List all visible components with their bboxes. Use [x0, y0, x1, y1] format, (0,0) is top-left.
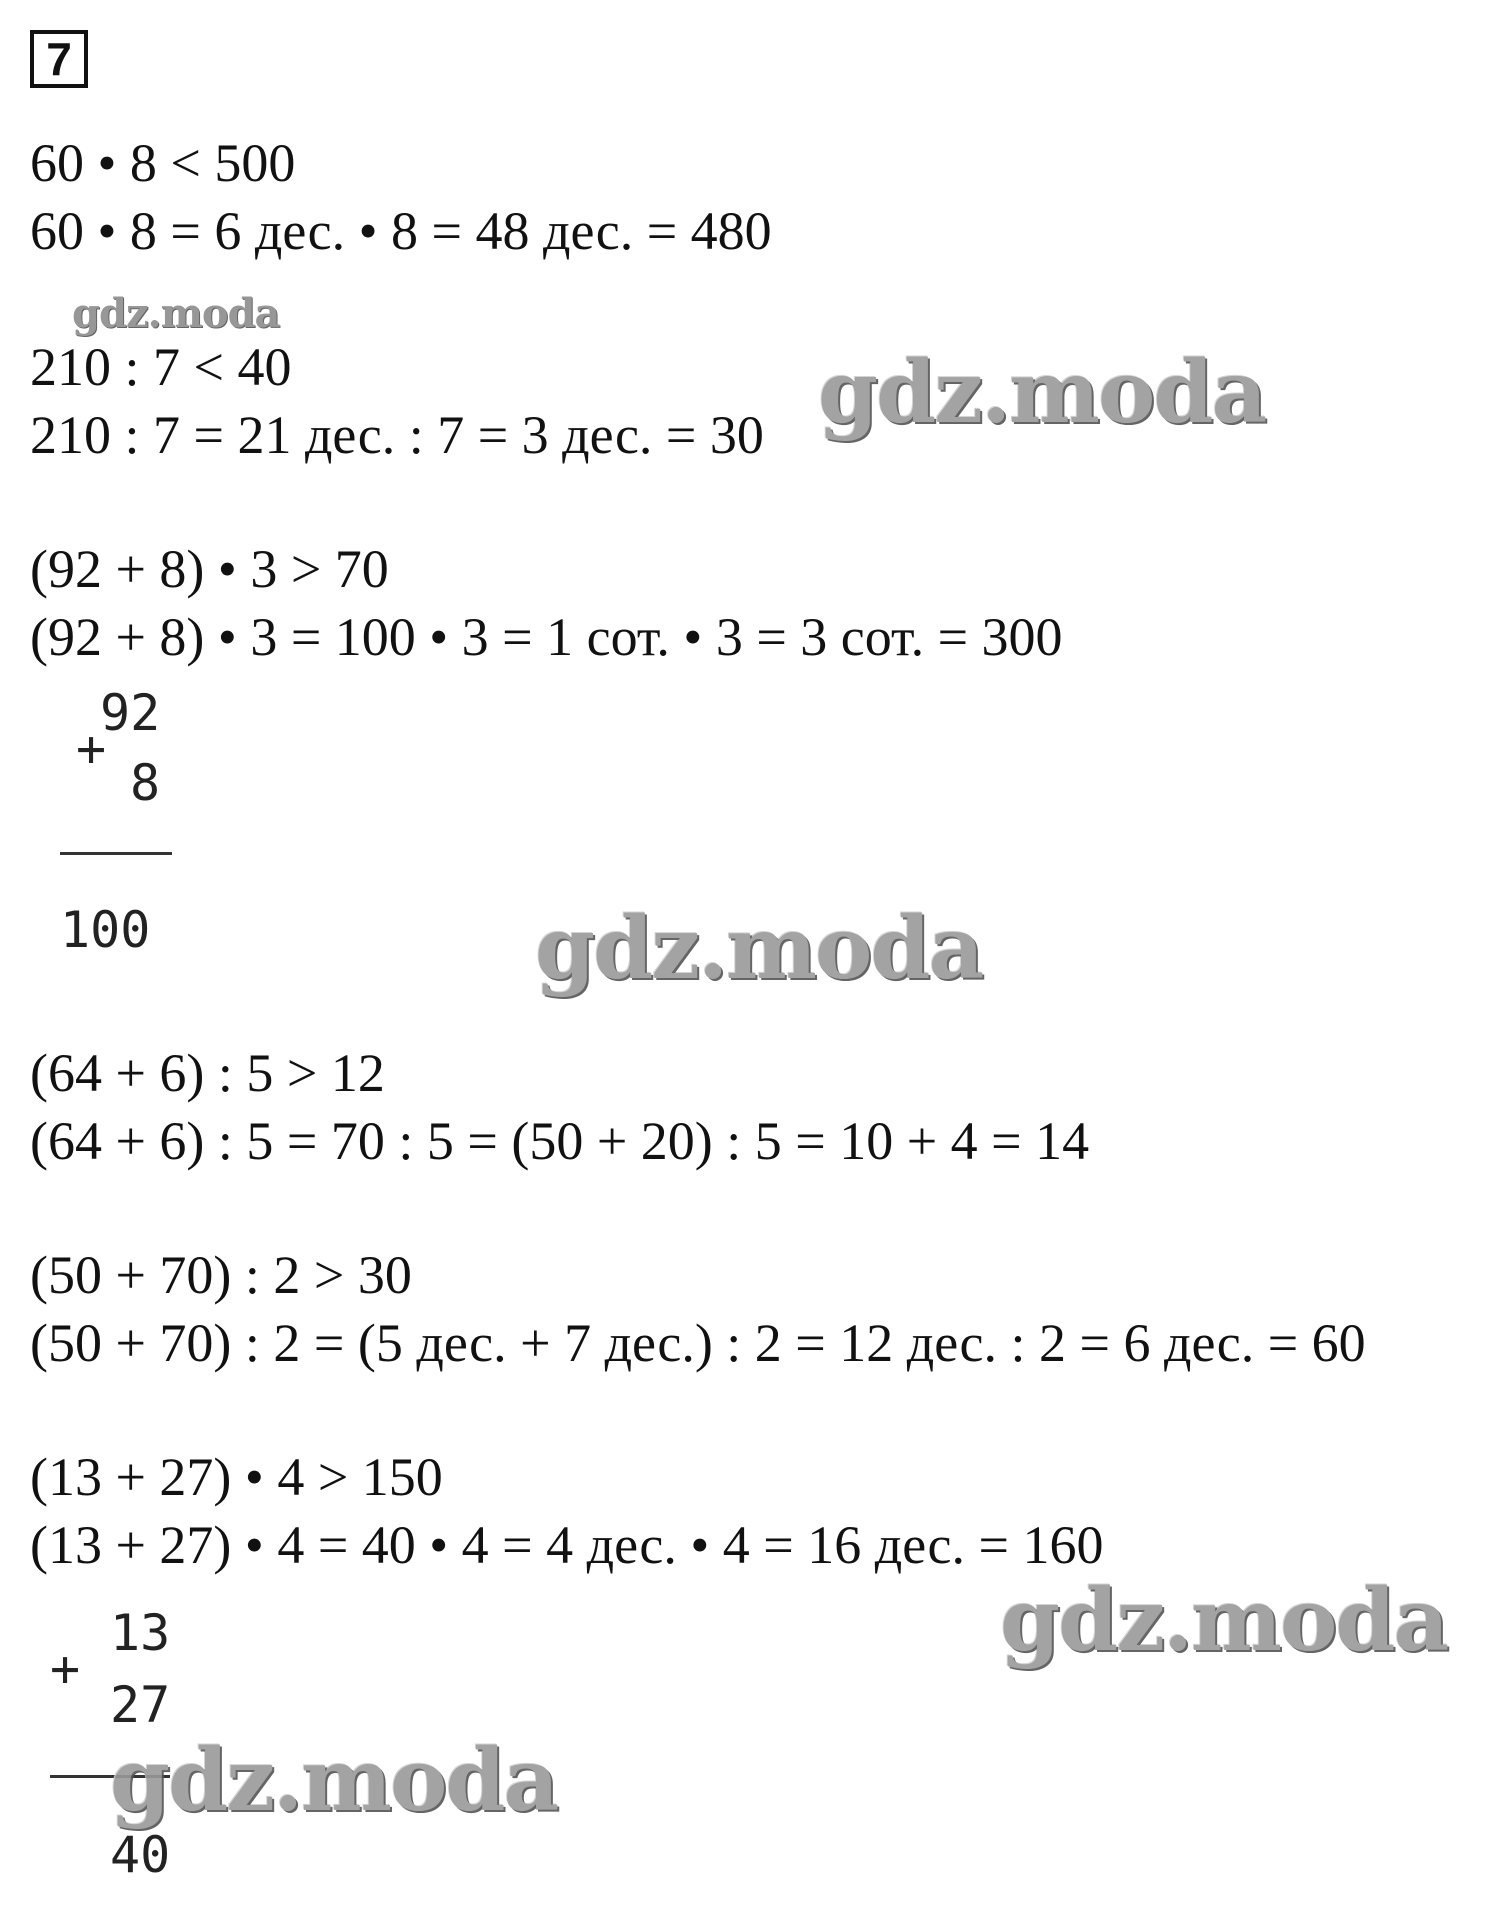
expression-line: (64 + 6) : 5 = 70 : 5 = (50 + 20) : 5 = 10 + 4 = 14: [30, 1111, 1090, 1171]
watermark: gdz.moda: [110, 1730, 558, 1831]
column-bottom-operand: 27: [110, 1676, 171, 1734]
task-number-box: [30, 30, 88, 88]
expression-line: 210 : 7 = 21 дес. : 7 = 3 дес. = 30: [30, 405, 764, 465]
column-result: 40: [110, 1826, 171, 1884]
expression-line: (50 + 70) : 2 > 30: [30, 1245, 412, 1305]
expression-line: (13 + 27) • 4 > 150: [30, 1447, 443, 1507]
column-sum-line: [60, 852, 172, 855]
column-top-operand: 92: [100, 684, 161, 742]
expression-line: 60 • 8 = 6 дес. • 8 = 48 дес. = 480: [30, 201, 772, 261]
column-result: 100: [60, 901, 151, 959]
plus-sign: +: [50, 1640, 81, 1698]
watermark: gdz.moda: [72, 290, 280, 337]
expression-line: (92 + 8) • 3 = 100 • 3 = 1 сот. • 3 = 3 сот. = 300: [30, 607, 1063, 667]
task-number: 7: [46, 33, 72, 85]
plus-sign: +: [76, 720, 107, 778]
column-bottom-operand: 8: [130, 754, 161, 812]
expression-line: 210 : 7 < 40: [30, 337, 292, 397]
expression-line: 60 • 8 < 500: [30, 133, 296, 193]
watermark: gdz.moda: [1000, 1570, 1448, 1671]
expression-line: (92 + 8) • 3 > 70: [30, 539, 389, 599]
column-top-operand: 13: [110, 1604, 171, 1662]
watermark: gdz.moda: [818, 342, 1266, 443]
expression-line: (13 + 27) • 4 = 40 • 4 = 4 дес. • 4 = 16 дес. = 160: [30, 1515, 1104, 1575]
expression-line: (64 + 6) : 5 > 12: [30, 1043, 385, 1103]
expression-line: (50 + 70) : 2 = (5 дес. + 7 дес.) : 2 = 12 дес. : 2 = 6 дес. = 60: [30, 1313, 1366, 1373]
watermark: gdz.moda: [535, 898, 983, 999]
